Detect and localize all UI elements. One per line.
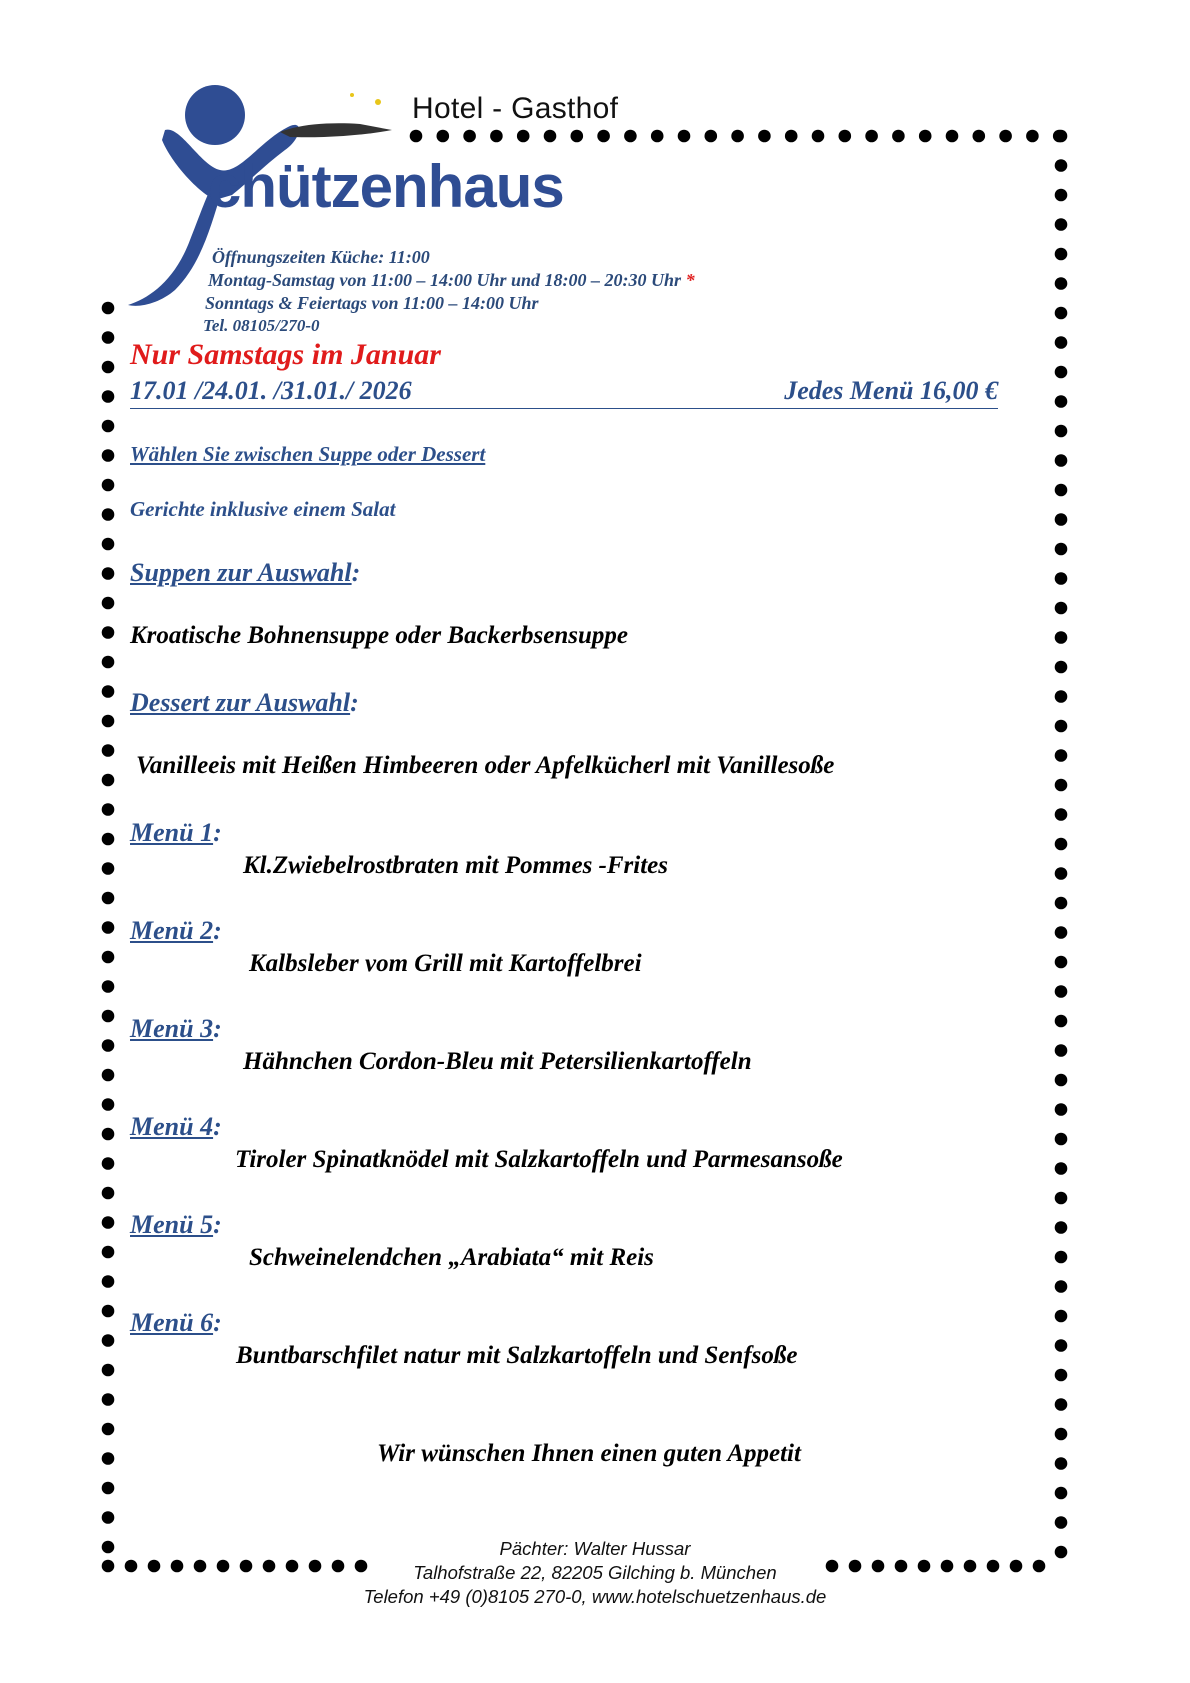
border-dot [892,130,905,143]
border-dot [102,1334,115,1347]
border-dot [1055,1133,1068,1146]
menu-6-colon: : [213,1308,222,1337]
border-dot [1055,1310,1068,1323]
footer-contact: Telefon +49 (0)8105 270-0, www.hotelschuetzenhaus.de [363,1586,827,1607]
border-dot [1055,867,1068,880]
headline: Nur Samstags im Januar [130,338,441,371]
border-dot [102,1482,115,1495]
brand-top-label: Hotel - Gasthof [412,92,619,125]
border-dot [102,420,115,433]
menu-5-label-text: Menü 5 [130,1210,214,1239]
border-dot [1055,130,1068,143]
border-dot [1055,985,1068,998]
border-dot [102,685,115,698]
menu-6-dish: Buntbarschfilet natur mit Salzkartoffeln und Senfsoße [236,1342,798,1369]
border-dot [1055,779,1068,792]
brand-name: chützenhaus [208,153,564,220]
footer-tenant: Pächter: Walter Hussar [499,1538,691,1559]
hours-phone: Tel. 08105/270-0 [203,316,320,335]
border-dot [1055,1103,1068,1116]
border-dot [999,130,1012,143]
border-dot [102,331,115,344]
border-dot [102,833,115,846]
desserts-heading-text: Dessert zur Auswahl [130,688,351,717]
dates-row [130,376,998,409]
price: Jedes Menü 16,00 € [784,376,998,405]
menu-5-dish: Schweinelendchen „Arabiata“ mit Reis [249,1244,654,1271]
border-dot [1055,1339,1068,1352]
border-dot [1055,690,1068,703]
border-dot [1055,395,1068,408]
border-dot [102,1364,115,1377]
desserts-items: Vanilleeis mit Heißen Himbeeren oder Apfelkücherl mit Vanillesoße [136,752,835,779]
border-dot [102,508,115,521]
choose-note: Wählen Sie zwischen Suppe oder Dessert [130,442,486,466]
logo-sparkle-2 [350,93,354,97]
border-dot [102,1069,115,1082]
desserts-heading-colon: : [350,688,359,717]
desserts-heading [130,688,359,718]
border-dot [1055,1428,1068,1441]
border-dot [758,130,771,143]
border-dot [102,567,115,580]
menu-1-dish: Kl.Zwiebelrostbraten mit Pommes -Frites [243,852,668,879]
border-dot [102,597,115,610]
border-dot [1055,749,1068,762]
border-dot [1055,484,1068,497]
border-dot [1055,366,1068,379]
border-dot [1055,159,1068,172]
border-dot [1055,1280,1068,1293]
menu-1-label [130,818,222,848]
border-dot [102,479,115,492]
hours-line-1: Öffnungszeiten Küche: 11:00 [212,247,430,267]
border-dot [1055,248,1068,261]
border-dot [946,130,959,143]
border-dot [102,774,115,787]
hours-asterisk: * [685,270,695,290]
border-dot [1055,838,1068,851]
footer-address: Talhofstraße 22, 82205 Gilching b. München [413,1562,777,1583]
border-dot [1055,956,1068,969]
border-dot [102,715,115,728]
border-dot [1055,1192,1068,1205]
border-dot [102,951,115,964]
border-dot [1055,1044,1068,1057]
border-dot [102,1128,115,1141]
border-dot [102,390,115,403]
soups-heading [130,558,360,588]
border-dot [1055,602,1068,615]
border-dot [1055,1398,1068,1411]
border-dot [1055,1251,1068,1264]
border-dot [102,1246,115,1259]
border-dot [1055,897,1068,910]
soups-heading-colon: : [351,558,361,587]
border-dot [705,130,718,143]
hours-line-2 [208,270,695,291]
border-dot [1055,1221,1068,1234]
menu-1-label-text: Menü 1 [130,818,214,847]
closing-line: Wir wünschen Ihnen einen guten Appetit [377,1440,801,1467]
border-dot [1055,926,1068,939]
border-dot [102,1452,115,1465]
salad-note: Gerichte inklusive einem Salat [130,497,396,521]
hours-line-2-text: Montag-Samstag von 11:00 – 14:00 Uhr und 18:00 – 20:30 Uhr [208,270,682,290]
menu-2-label [130,916,222,946]
menu-3-dish: Hähnchen Cordon-Bleu mit Petersilienkartoffeln [243,1048,752,1075]
border-dot [1055,307,1068,320]
border-dot [102,1275,115,1288]
border-dot [1055,1015,1068,1028]
border-dot [102,1039,115,1052]
border-dot [812,130,825,143]
border-dot [785,130,798,143]
border-dot [1055,1162,1068,1175]
border-dot [1055,277,1068,290]
border-dot [1055,218,1068,231]
border-dot [102,862,115,875]
border-dot [1055,513,1068,526]
border-dot [1055,1516,1068,1529]
border-dot [102,656,115,669]
menu-4-label-text: Menü 4 [130,1112,214,1141]
border-dot [102,1010,115,1023]
border-dot [102,1305,115,1318]
border-dot [731,130,744,143]
border-dot [1026,130,1039,143]
border-dot [1055,661,1068,674]
soups-heading-text: Suppen zur Auswahl [130,558,352,587]
border-dot [1055,1369,1068,1382]
border-dot [1055,336,1068,349]
border-dot [1055,1487,1068,1500]
menu-6-label [130,1308,222,1338]
border-dot [1055,1457,1068,1470]
border-dot [973,130,986,143]
border-dot [102,449,115,462]
border-dot [102,1423,115,1436]
logo-head [185,85,245,145]
border-dot [1055,425,1068,438]
dates: 17.01 /24.01. /31.01./ 2026 [130,376,412,405]
menu-1-colon: : [213,818,222,847]
menu-5-colon: : [213,1210,222,1239]
menu-2-dish: Kalbsleber vom Grill mit Kartoffelbrei [249,950,642,977]
menu-3-label [130,1014,222,1044]
border-dot [102,1393,115,1406]
menu-3-colon: : [213,1014,222,1043]
border-dot [102,803,115,816]
border-dot [102,1187,115,1200]
border-dot [102,1216,115,1229]
border-dot [1055,454,1068,467]
soups-items: Kroatische Bohnensuppe oder Backerbsensuppe [130,622,628,649]
border-dot [1055,1074,1068,1087]
border-dot [839,130,852,143]
border-dot [102,1098,115,1111]
menu-4-colon: : [213,1112,222,1141]
menu-6-label-text: Menü 6 [130,1308,214,1337]
border-dot [1055,808,1068,821]
border-dot [102,361,115,374]
border-dot [102,1511,115,1524]
border-dot [102,1157,115,1170]
border-dot [102,538,115,551]
border-dot [102,921,115,934]
menu-4-label [130,1112,222,1142]
border-dot [102,980,115,993]
border-dot [1055,543,1068,556]
menu-2-label-text: Menü 2 [130,916,214,945]
border-dot [1055,720,1068,733]
border-dot [1055,189,1068,202]
border-dot [102,892,115,905]
logo-sparkle [375,99,381,105]
menu-3-label-text: Menü 3 [130,1014,214,1043]
border-dot [1055,572,1068,585]
border-dot [919,130,932,143]
menu-4-dish: Tiroler Spinatknödel mit Salzkartoffeln und Parmesansoße [235,1146,843,1173]
border-dot [102,744,115,757]
hours-line-3: Sonntags & Feiertags von 11:00 – 14:00 Uhr [205,293,539,313]
border-dot [865,130,878,143]
menu-2-colon: : [213,916,222,945]
border-dot [1055,631,1068,644]
border-dot [102,626,115,639]
menu-5-label [130,1210,222,1240]
